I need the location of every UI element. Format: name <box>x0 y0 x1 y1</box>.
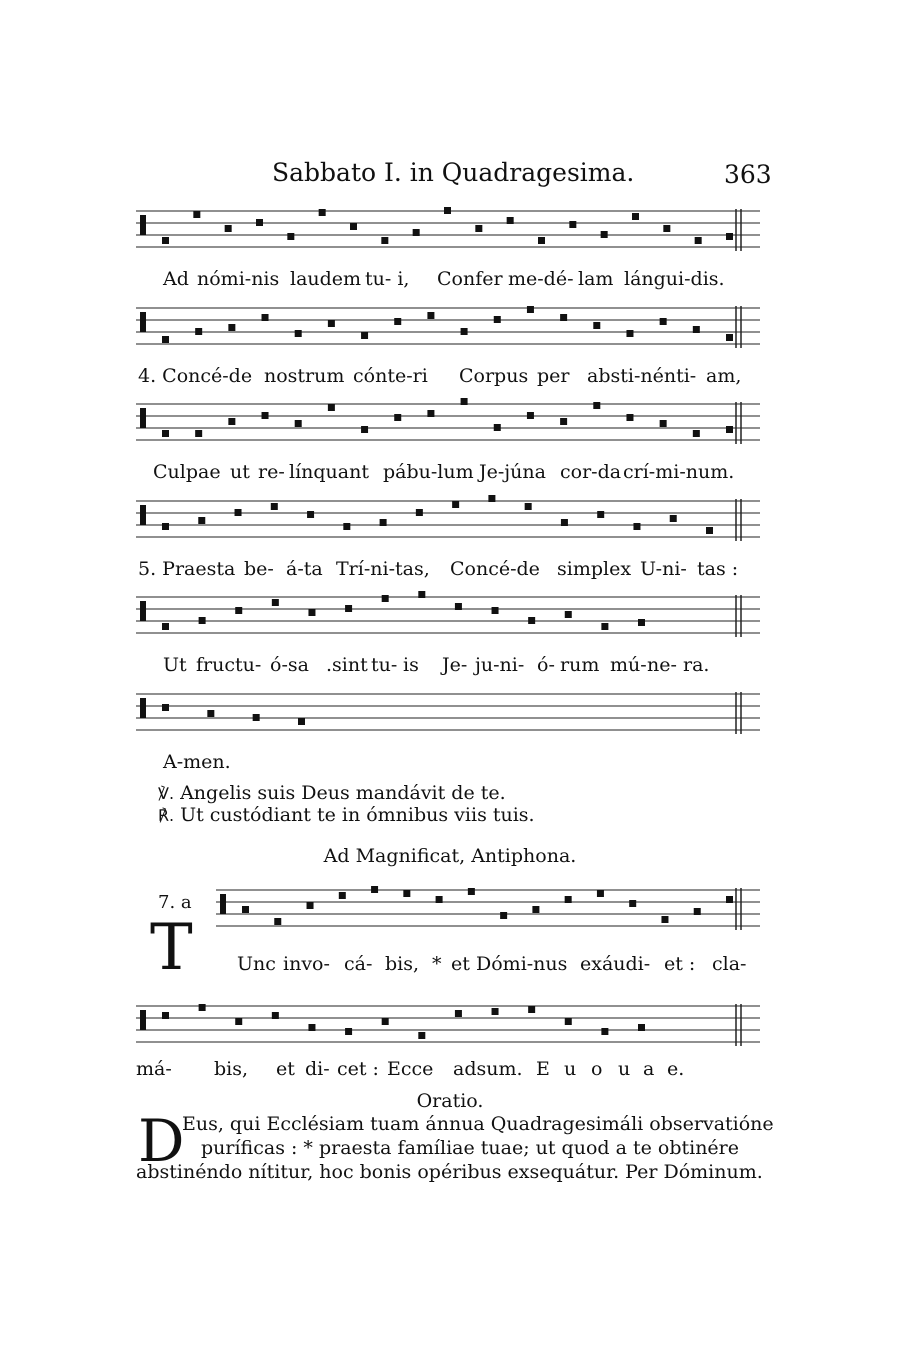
neume-note <box>444 207 451 214</box>
lyric-line-2 <box>0 365 900 395</box>
versicle-symbol: ℣. <box>158 784 175 803</box>
syllable: mú- <box>610 654 647 676</box>
neume-note <box>307 902 314 909</box>
neume-note <box>198 517 205 524</box>
neume-note <box>345 1028 352 1035</box>
neume-note <box>228 324 235 331</box>
syllable: Ut <box>163 654 187 676</box>
lyric-line-1 <box>0 268 900 298</box>
neume-note <box>494 316 501 323</box>
response-symbol: ℟. <box>158 806 175 825</box>
neume-note <box>225 225 232 232</box>
neume-note <box>527 412 534 419</box>
syllable: Culpae <box>153 461 221 483</box>
syllable: cor-da <box>560 461 622 483</box>
clef-icon <box>140 312 146 332</box>
neume-note <box>695 237 702 244</box>
neume-note <box>492 607 499 614</box>
lyric-line-6 <box>0 751 900 781</box>
syllable: E <box>536 1058 550 1080</box>
antiphon-lyric-line-2 <box>0 1058 900 1088</box>
neume-note <box>328 404 335 411</box>
neume-note <box>593 402 600 409</box>
neume-note <box>193 211 200 218</box>
neume-note <box>235 607 242 614</box>
neume-note <box>538 237 545 244</box>
syllable: Trí-ni-tas, <box>336 558 430 580</box>
syllable: á-ta <box>286 558 323 580</box>
neume-note <box>661 916 668 923</box>
versicle-text: Angelis suis Deus mandávit de te. <box>180 782 506 804</box>
neume-note <box>295 420 302 427</box>
syllable: fructu- <box>196 654 262 676</box>
neume-note <box>560 314 567 321</box>
syllable: ra. <box>683 654 710 676</box>
syllable: u <box>564 1058 577 1080</box>
neume-note <box>461 328 468 335</box>
neume-note <box>199 617 206 624</box>
antiphon-lyric-line-1 <box>0 953 900 983</box>
neume-note <box>343 523 350 530</box>
neume-note <box>298 718 305 725</box>
mode-label: 7. a <box>158 892 192 913</box>
neume-note <box>633 523 640 530</box>
syllable: lam <box>578 268 614 290</box>
neume-note <box>416 509 423 516</box>
syllable: et <box>276 1058 295 1080</box>
syllable: bis, <box>385 953 420 975</box>
neume-note <box>629 900 636 907</box>
neume-note <box>597 890 604 897</box>
neume-note <box>287 233 294 240</box>
page-number: 363 <box>724 160 772 189</box>
syllable: invo- <box>283 953 330 975</box>
neume-note <box>272 599 279 606</box>
neume-note <box>455 603 462 610</box>
syllable: a <box>643 1058 655 1080</box>
syllable: línquant <box>289 461 369 483</box>
antiphon-heading: Ad Magnificat, Antiphona. <box>323 845 577 867</box>
syllable: ne- <box>647 654 677 676</box>
syllable: cónte-ri <box>353 365 428 387</box>
oratio-line-1: Eus, qui Ecclésiam tuam ánnua Quadragesimáli observatióne <box>182 1113 774 1135</box>
neume-note <box>561 519 568 526</box>
neume-note <box>528 617 535 624</box>
neume-note <box>162 1012 169 1019</box>
neume-note <box>262 412 269 419</box>
neume-note <box>475 225 482 232</box>
syllable: Je- <box>442 654 468 676</box>
syllable: Corpus <box>459 365 529 387</box>
syllable: re- <box>258 461 285 483</box>
neume-note <box>638 619 645 626</box>
oratio-heading: Oratio. <box>416 1090 484 1112</box>
syllable: absti-nénti- <box>587 365 697 387</box>
syllable: A-men. <box>163 751 231 773</box>
syllable: exáudi- <box>580 953 651 975</box>
neume-note <box>319 209 326 216</box>
syllable: simplex <box>557 558 632 580</box>
syllable: me-dé- <box>508 268 574 290</box>
syllable: pábu-lum <box>383 461 474 483</box>
neume-note <box>162 704 169 711</box>
neume-note <box>468 888 475 895</box>
syllable: cla- <box>712 953 747 975</box>
neume-note <box>308 1024 315 1031</box>
neume-note <box>601 623 608 630</box>
oratio-initial: D <box>138 1107 185 1175</box>
syllable: * <box>432 953 442 975</box>
syllable: Je-júna <box>479 461 546 483</box>
neume-note <box>626 414 633 421</box>
syllable: lángui-dis. <box>624 268 725 290</box>
neume-note <box>371 886 378 893</box>
syllable: cá- <box>344 953 373 975</box>
syllable: U-ni- <box>640 558 687 580</box>
neume-note <box>565 896 572 903</box>
neume-note <box>626 330 633 337</box>
neume-note <box>597 511 604 518</box>
running-title: Sabbato I. in Quadragesima. <box>272 158 635 187</box>
syllable: di- <box>305 1058 330 1080</box>
neume-note <box>380 519 387 526</box>
syllable: is <box>403 654 419 676</box>
neume-note <box>262 314 269 321</box>
neume-note <box>328 320 335 327</box>
neume-note <box>235 509 242 516</box>
neume-note <box>381 237 388 244</box>
syllable: am, <box>706 365 742 387</box>
clef-icon <box>220 894 226 914</box>
syllable: ó-sa <box>270 654 309 676</box>
neume-note <box>207 710 214 717</box>
neume-note <box>394 318 401 325</box>
chant-staff-6 <box>136 690 760 736</box>
neume-note <box>242 906 249 913</box>
neume-note <box>382 595 389 602</box>
neume-note <box>565 611 572 618</box>
neume-note <box>195 430 202 437</box>
syllable: ju-ni- <box>475 654 525 676</box>
syllable: adsum. <box>453 1058 523 1080</box>
neume-note <box>565 1018 572 1025</box>
syllable: o <box>591 1058 603 1080</box>
response-text: Ut custódiant te in ómnibus viis tuis. <box>180 804 535 826</box>
syllable: be- <box>244 558 274 580</box>
versicle-line <box>158 782 506 804</box>
syllable: cet : <box>337 1058 379 1080</box>
syllable: laudem <box>290 268 362 290</box>
neume-note <box>413 229 420 236</box>
neume-note <box>307 511 314 518</box>
syllable: Ecce <box>387 1058 434 1080</box>
neume-note <box>726 233 733 240</box>
neume-note <box>663 225 670 232</box>
neume-note <box>403 890 410 897</box>
neume-note <box>693 430 700 437</box>
neume-note <box>632 213 639 220</box>
neume-note <box>253 714 260 721</box>
neume-note <box>500 912 507 919</box>
lyric-line-5 <box>0 654 900 684</box>
neume-note <box>350 223 357 230</box>
chant-staff-3 <box>136 400 760 446</box>
syllable: nostrum <box>264 365 345 387</box>
syllable: et <box>451 953 470 975</box>
chant-staff-2 <box>136 304 760 350</box>
clef-icon <box>140 1010 146 1030</box>
neume-note <box>726 896 733 903</box>
neume-note <box>532 906 539 913</box>
chant-staff-4 <box>136 497 760 543</box>
neume-note <box>660 420 667 427</box>
syllable: má- <box>136 1058 172 1080</box>
neume-note <box>525 503 532 510</box>
chant-staff-7 <box>216 886 760 932</box>
syllable: 5. Praesta <box>138 558 236 580</box>
chant-staff-1 <box>136 207 760 253</box>
neume-note <box>436 896 443 903</box>
syllable: ut <box>230 461 250 483</box>
syllable: et : <box>664 953 696 975</box>
neume-note <box>560 418 567 425</box>
neume-note <box>195 328 202 335</box>
neume-note <box>308 609 315 616</box>
neume-note <box>272 1012 279 1019</box>
syllable: per <box>537 365 570 387</box>
syllable: bis, <box>214 1058 249 1080</box>
oratio-line-2: puríficas : * praesta famíliae tuae; ut quod a te obtinére <box>201 1137 740 1159</box>
clef-icon <box>140 505 146 525</box>
neume-note <box>361 426 368 433</box>
neume-note <box>528 1006 535 1013</box>
neume-note <box>339 892 346 899</box>
neume-note <box>162 623 169 630</box>
neume-note <box>418 591 425 598</box>
neume-note <box>726 334 733 341</box>
neume-note <box>726 426 733 433</box>
neume-note <box>295 330 302 337</box>
neume-note <box>527 306 534 313</box>
neume-note <box>256 219 263 226</box>
neume-note <box>492 1008 499 1015</box>
neume-note <box>271 503 278 510</box>
clef-icon <box>140 698 146 718</box>
neume-note <box>199 1004 206 1011</box>
neume-note <box>455 1010 462 1017</box>
neume-note <box>693 326 700 333</box>
neume-note <box>494 424 501 431</box>
initial-letter: T <box>150 911 193 985</box>
neume-note <box>706 527 713 534</box>
clef-icon <box>140 215 146 235</box>
clef-icon <box>140 408 146 428</box>
neume-note <box>235 1018 242 1025</box>
neume-note <box>601 231 608 238</box>
neume-note <box>694 908 701 915</box>
neume-note <box>394 414 401 421</box>
response-line <box>158 804 535 826</box>
syllable: tu- i, <box>365 268 410 290</box>
lyric-line-3 <box>0 461 900 491</box>
syllable: rum <box>560 654 600 676</box>
syllable: tas : <box>697 558 739 580</box>
neume-note <box>569 221 576 228</box>
syllable: crí-mi-num. <box>623 461 735 483</box>
neume-note <box>162 430 169 437</box>
neume-note <box>361 332 368 339</box>
chant-staff-5 <box>136 593 760 639</box>
neume-note <box>461 398 468 405</box>
neume-note <box>488 495 495 502</box>
neume-note <box>670 515 677 522</box>
syllable: ó- <box>537 654 555 676</box>
syllable: tu- <box>371 654 398 676</box>
syllable: 4. Concé-de <box>138 365 253 387</box>
syllable: Confer <box>437 268 503 290</box>
neume-note <box>162 523 169 530</box>
neume-note <box>162 237 169 244</box>
oratio-line-3: abstinéndo nítitur, hoc bonis opéribus exsequátur. Per Dóminum. <box>136 1161 763 1183</box>
neume-note <box>638 1024 645 1031</box>
neume-note <box>274 918 281 925</box>
lyric-line-4 <box>0 558 900 588</box>
syllable: Concé-de <box>450 558 540 580</box>
syllable: .sint <box>326 654 368 676</box>
neume-note <box>427 410 434 417</box>
syllable: nómi-nis <box>197 268 280 290</box>
neume-note <box>593 322 600 329</box>
neume-note <box>228 418 235 425</box>
neume-note <box>162 336 169 343</box>
syllable: Dómi-nus <box>476 953 568 975</box>
neume-note <box>418 1032 425 1039</box>
neume-note <box>601 1028 608 1035</box>
neume-note <box>427 312 434 319</box>
chant-staff-8 <box>136 1002 760 1048</box>
neume-note <box>382 1018 389 1025</box>
neume-note <box>345 605 352 612</box>
neume-note <box>507 217 514 224</box>
neume-note <box>452 501 459 508</box>
syllable: Unc <box>237 953 276 975</box>
syllable: Ad <box>163 268 189 290</box>
syllable: u <box>618 1058 631 1080</box>
neume-note <box>660 318 667 325</box>
syllable: e. <box>667 1058 685 1080</box>
clef-icon <box>140 601 146 621</box>
